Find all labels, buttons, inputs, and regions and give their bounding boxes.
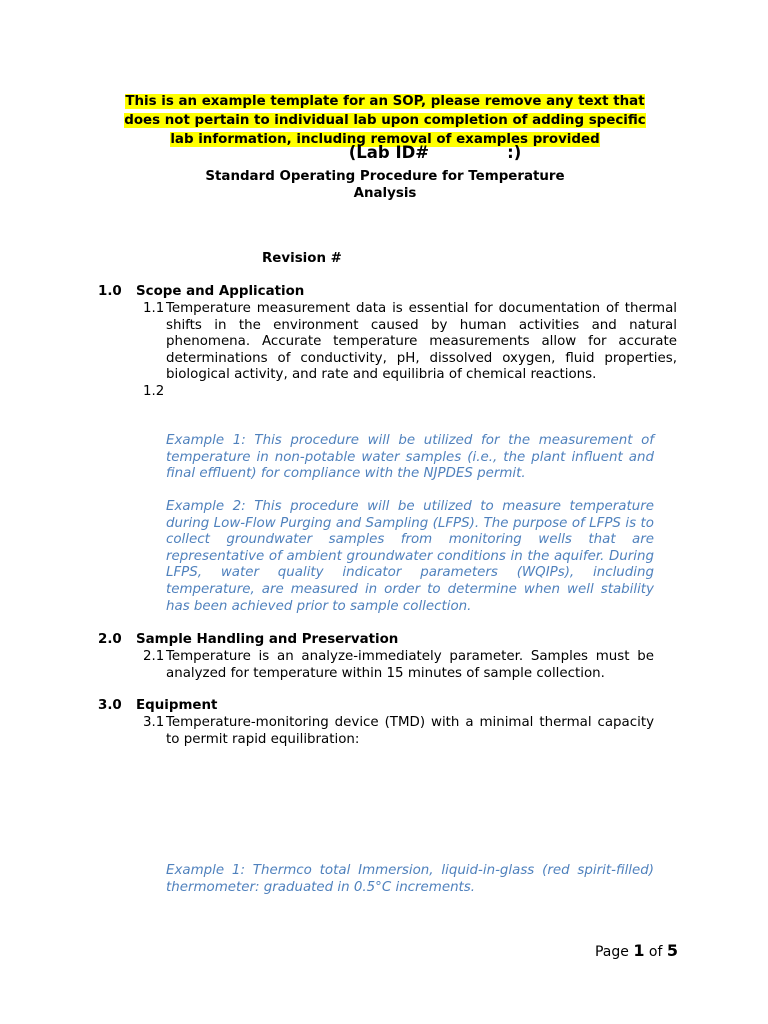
banner-line-1: This is an example template for an SOP, please remove any text that [125,94,645,109]
current-page-number: 1 [633,941,645,960]
section-number: 2.0 [98,632,122,647]
section-title: Equipment [136,698,218,713]
example-text: Example 1: Thermco total Immersion, liquid-in-glass (red spirit-filled) thermometer: graduated in 0.5°C increments. [166,863,654,895]
lab-id-suffix: :) [507,143,522,162]
item-number: 1.1 [143,301,165,316]
banner-line-3: lab information, including removal of examples provided [170,132,600,147]
section-title: Sample Handling and Preservation [136,632,399,647]
section-2-1-text: Temperature is an analyze-immediately parameter. Samples must be analyzed for temperature within 15 minutes of sample collection. [166,649,654,681]
page-number-footer [595,941,678,960]
total-pages-number: 5 [666,941,678,960]
example-text: Example 2: This procedure will be utilized to measure temperature during Low-Flow Purging and Sampling (LFPS). The purpose of LFPS is to collect groundwater samples from monitoring wells that are representative of ambient groundwater conditions in the aquifer. During LFPS, water quality indicator parameters (WQIPs), including temperature, are measured in order to determine when well stability has been achieved prior to sample collection. [166,499,654,614]
page-label: Page [594,944,629,960]
document-title: Standard Operating Procedure for Temperature Analysis [205,169,565,201]
section-number: 3.0 [98,698,122,713]
item-number: 3.1 [143,715,165,730]
banner-line-2: does not pertain to individual lab upon completion of adding specific [124,113,646,128]
section-3-1-text: Temperature-monitoring device (TMD) with a minimal thermal capacity to permit rapid equilibration: [166,715,654,747]
item-number: 1.2 [143,384,165,399]
item-number: 2.1 [143,649,165,664]
revision-label: Revision # [262,251,342,266]
of-label: of [648,944,663,960]
section-title: Scope and Application [136,284,305,299]
section-number: 1.0 [98,284,122,299]
section-1-1-text: Temperature measurement data is essential for documentation of thermal shifts in the environment caused by human activities and natural phenomena. Accurate temperature measurements allow for accurate determinations of conductivity, pH, dissolved oxygen, fluid properties, biological activity, and rate and equilibria of chemical reactions. [166,301,677,383]
template-notice-banner [98,92,672,149]
lab-id-label: (Lab ID# [348,143,430,162]
lab-id-line [0,143,768,162]
example-text: Example 1: This procedure will be utilized for the measurement of temperature in non-potable water samples (i.e., the plant influent and final effluent) for compliance with the NJPDES permit. [166,433,654,482]
